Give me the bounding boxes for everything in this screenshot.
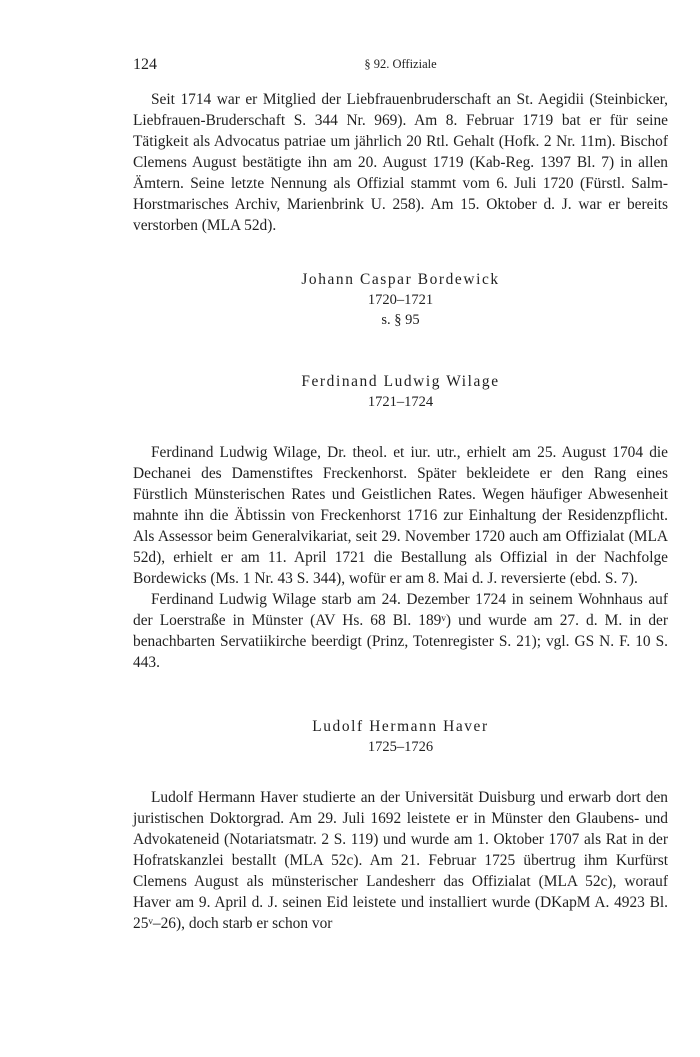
section-title: § 92. Offiziale <box>364 57 437 71</box>
wilage-paragraph-1: Ferdinand Ludwig Wilage, Dr. theol. et iur. utr., erhielt am 25. August 1704 die Dechanei des Damenstiftes Freckenhorst. Später bekleidete er den Rang eines Fürstlich Münsterischen Rates und Geistlichen Rates. Wegen häufiger Abwesenheit mahnte ihn die Äbtissin von Freckenhorst 1716 zur Einhaltung der Residenzpflicht. Als Assessor beim Generalvikariat, seit 29. November 1720 auch am Offizialat (MLA 52d), erhielt er am 11. April 1721 die Bestallung als Offizial in der Nachfolge Bordewicks (Ms. 1 Nr. 43 S. 344), wofür er am 8. Mai d. J. reversierte (ebd. S. 7). <box>133 444 668 587</box>
entry-heading-wilage <box>133 372 668 412</box>
entry-reference: s. § 95 <box>381 312 420 328</box>
entry-name: Johann Caspar Bordewick <box>301 271 500 288</box>
wilage-paragraph-2: Ferdinand Ludwig Wilage starb am 24. Dezember 1724 in seinem Wohnhaus auf der Loerstraße in Münster (AV Hs. 68 Bl. 189ᵛ) und wurde am 27. d. M. in der benachbarten Servatiikirche beerdigt (Prinz, Totenregister S. 21); vgl. GS N. F. 10 S. 443. <box>133 591 668 671</box>
entry-dates: 1720–1721 <box>367 292 434 308</box>
entry-dates: 1721–1724 <box>367 394 434 410</box>
haver-paragraph-1: Ludolf Hermann Haver studierte an der Universität Duisburg und erwarb dort den juristischen Doktorgrad. Am 29. Juli 1692 leistete er in Münster den Glaubens- und Advokateneid (Notariatsmatr. 2 S. 119) und wurde am 1. Oktober 1707 als Rat in der Hofratskanzlei bestallt (MLA 52c). Am 21. Februar 1725 übertrug ihm Kurfürst Clemens August als münsterischer Landesherr das Offizialat (MLA 52c), worauf Haver am 9. April d. J. seinen Eid leistete und installiert wurde (DKapM A. 4923 Bl. 25ᵛ–26), doch starb er schon vor <box>133 789 668 932</box>
entry-heading-haver <box>133 717 668 757</box>
intro-paragraph: Seit 1714 war er Mitglied der Liebfrauenbruderschaft an St. Aegidii (Steinbicker, Liebfrauen-Bruderschaft S. 344 Nr. 969). Am 8. Februar 1719 bat er für seine Tätigkeit als Advocatus patriae um jährlich 20 Rtl. Gehalt (Hofk. 2 Nr. 11m). Bischof Clemens August bestätigte ihn am 20. August 1719 (Kab-Reg. 1397 Bl. 7) in allen Ämtern. Seine letzte Nennung als Offizial stammt vom 6. Juli 1720 (Fürstl. Salm-Horstmarisches Archiv, Marienbrink U. 258). Am 15. Oktober d. J. war er bereits verstorben (MLA 52d). <box>133 91 668 234</box>
running-header <box>133 56 668 80</box>
entry-name: Ludolf Hermann Haver <box>312 718 489 735</box>
entry-heading-bordewick <box>133 270 668 330</box>
page-number: 124 <box>133 56 157 73</box>
entry-dates: 1725–1726 <box>367 739 434 755</box>
book-page <box>133 56 668 934</box>
entry-name: Ferdinand Ludwig Wilage <box>301 373 500 390</box>
